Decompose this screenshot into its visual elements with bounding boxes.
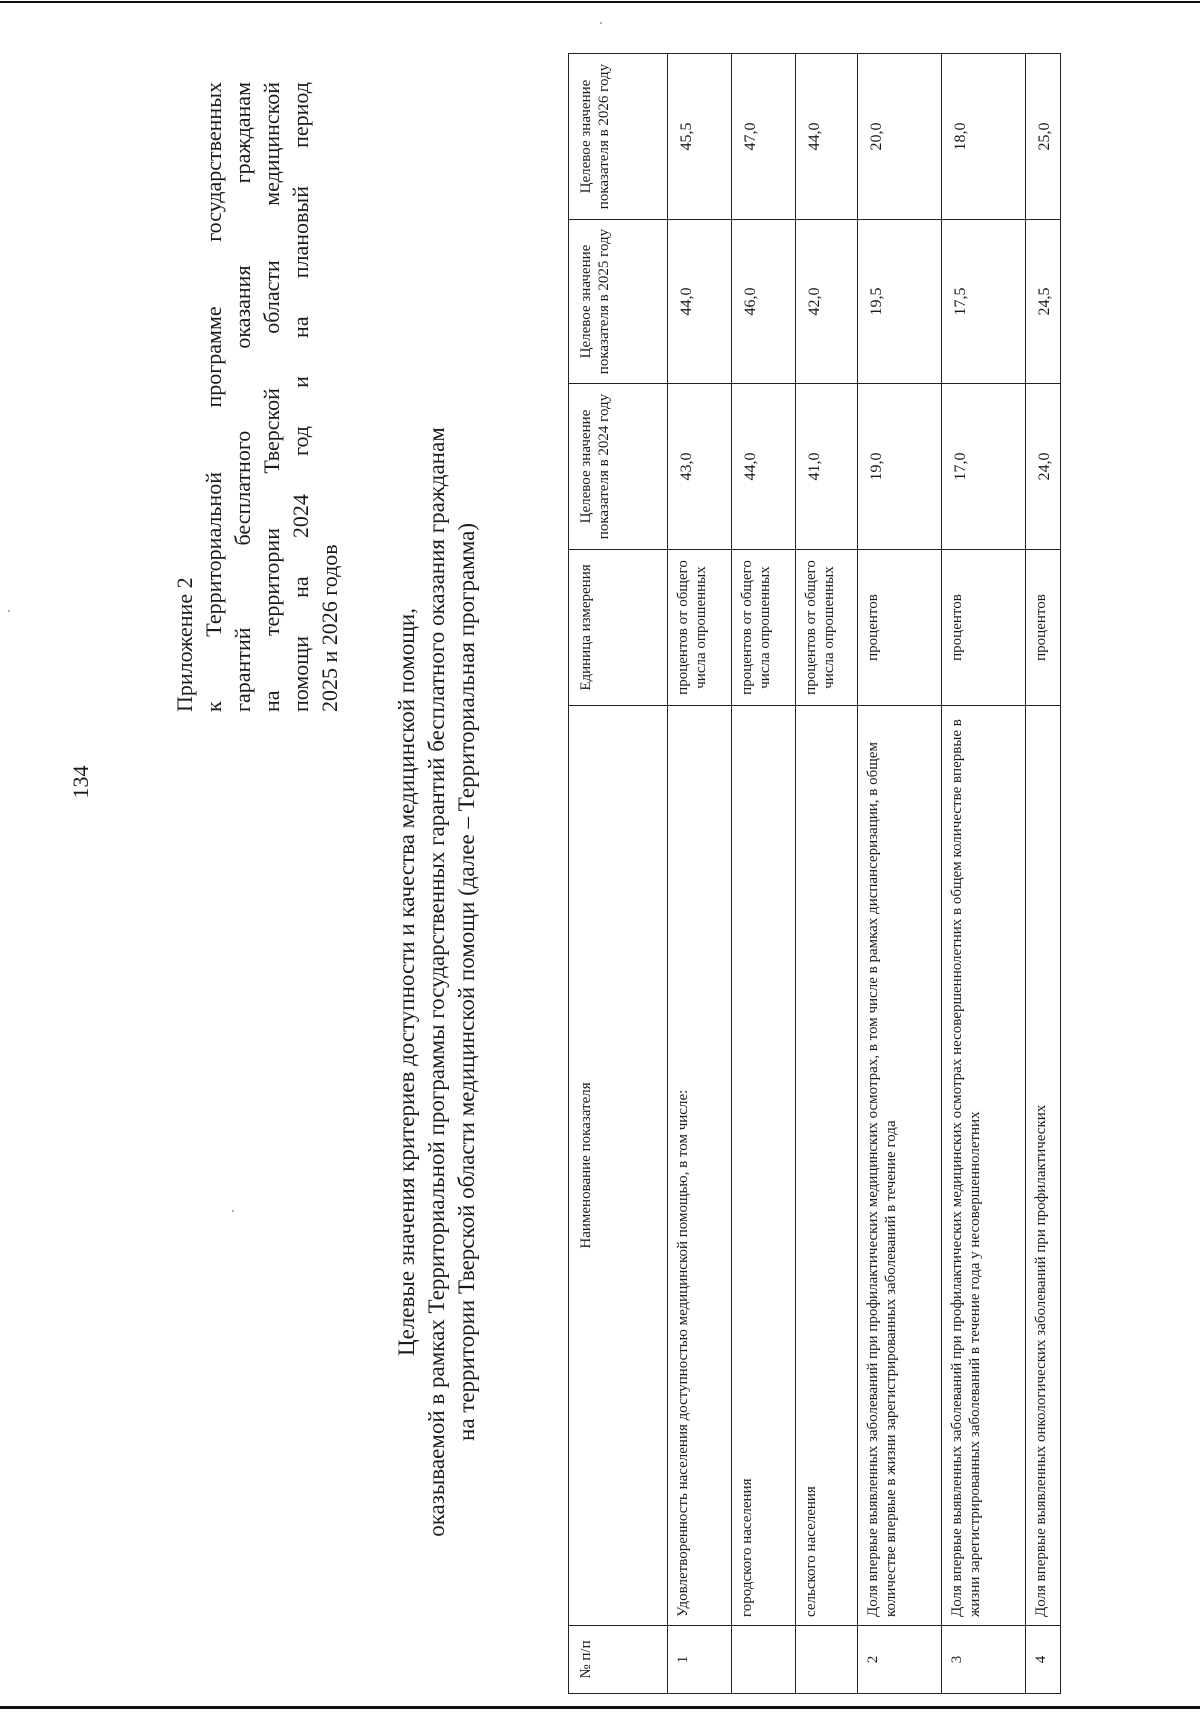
cell-2024: 43,0 [668,384,732,550]
title-line: Целевые значения критериев доступности и качества медицинской помощи, [394,608,419,1356]
cell-unit: процентов от общего числа опрошенных [732,550,796,706]
appendix-line: на территории Тверской области медицинской [259,82,284,712]
cell-unit: процентов [942,550,1026,706]
header-2025: Целевое значение показателя в 2025 году [569,220,668,384]
cell-2026: 25,0 [1026,54,1061,220]
cell-name: Доля впервые выявленных онкологических заболеваний при профилактических [1026,706,1061,1626]
cell-2024: 17,0 [942,384,1026,550]
header-2026: Целевое значение показателя в 2026 году [569,54,668,220]
table-row [858,54,942,1694]
table-row [796,54,858,1694]
cell-2024: 24,0 [1026,384,1061,550]
document-title [392,402,482,1562]
cell-2025: 44,0 [668,220,732,384]
cell-num [732,1626,796,1694]
header-num: № п/п [569,1626,668,1694]
cell-name: Доля впервые выявленных заболеваний при профилактических медицинских осмотрах, в том числе в рамках диспансеризации, в общем количестве впервые в жизни зарегистрированных заболеваний в течение года [858,706,942,1626]
cell-2025: 46,0 [732,220,796,384]
cell-2025: 42,0 [796,220,858,384]
appendix-line: гарантий бесплатного оказания гражданам [230,82,255,712]
cell-2026: 18,0 [942,54,1026,220]
cell-2024: 44,0 [732,384,796,550]
header-unit: Единица измерения [569,550,668,706]
cell-unit: процентов [858,550,942,706]
table-row [668,54,732,1694]
table-row [1026,54,1061,1694]
appendix-line: 2025 и 2026 годов [317,544,342,712]
cell-name: Удовлетворенность населения доступностью медицинской помощью, в том числе: [668,706,732,1626]
title-line: на территории Тверской области медицинской помощи (далее – Территориальная программа) [454,523,479,1441]
cell-num [796,1626,858,1694]
appendix-line: к Территориальной программе государственных [201,82,226,712]
cell-2026: 20,0 [858,54,942,220]
header-name: Наименование показателя [569,706,668,1626]
cell-num: 1 [668,1626,732,1694]
table-header-row [569,54,668,1694]
cell-unit: процентов от общего числа опрошенных [796,550,858,706]
cell-2025: 24,5 [1026,220,1061,384]
cell-unit: процентов от общего числа опрошенных [668,550,732,706]
cell-2026: 47,0 [732,54,796,220]
appendix-block [170,82,344,712]
cell-name: городского населения [732,706,796,1626]
header-2024: Целевое значение показателя в 2024 году [569,384,668,550]
table-row [732,54,796,1694]
cell-2026: 44,0 [796,54,858,220]
page-number: 134 [68,765,93,799]
cell-num: 2 [858,1626,942,1694]
criteria-table [568,53,1061,1694]
cell-unit: процентов [1026,550,1061,706]
cell-name: сельского населения [796,706,858,1626]
cell-2024: 19,0 [858,384,942,550]
cell-2026: 45,5 [668,54,732,220]
title-line: оказываемой в рамках Территориальной программы государственных гарантий бесплатного оказания гражданам [424,427,449,1537]
cell-name: Доля впервые выявленных заболеваний при профилактических медицинских осмотрах несовершеннолетних в общем количестве впервые в жизни зарегистрированных заболеваний в течение года у несовершеннолетних [942,706,1026,1626]
cell-2025: 17,5 [942,220,1026,384]
appendix-line: Приложение 2 [172,577,197,712]
table-row [942,54,1026,1694]
cell-num: 3 [942,1626,1026,1694]
cell-2024: 41,0 [796,384,858,550]
cell-num: 4 [1026,1626,1061,1694]
appendix-line: помощи на 2024 год и на плановый период [288,82,313,712]
cell-2025: 19,5 [858,220,942,384]
